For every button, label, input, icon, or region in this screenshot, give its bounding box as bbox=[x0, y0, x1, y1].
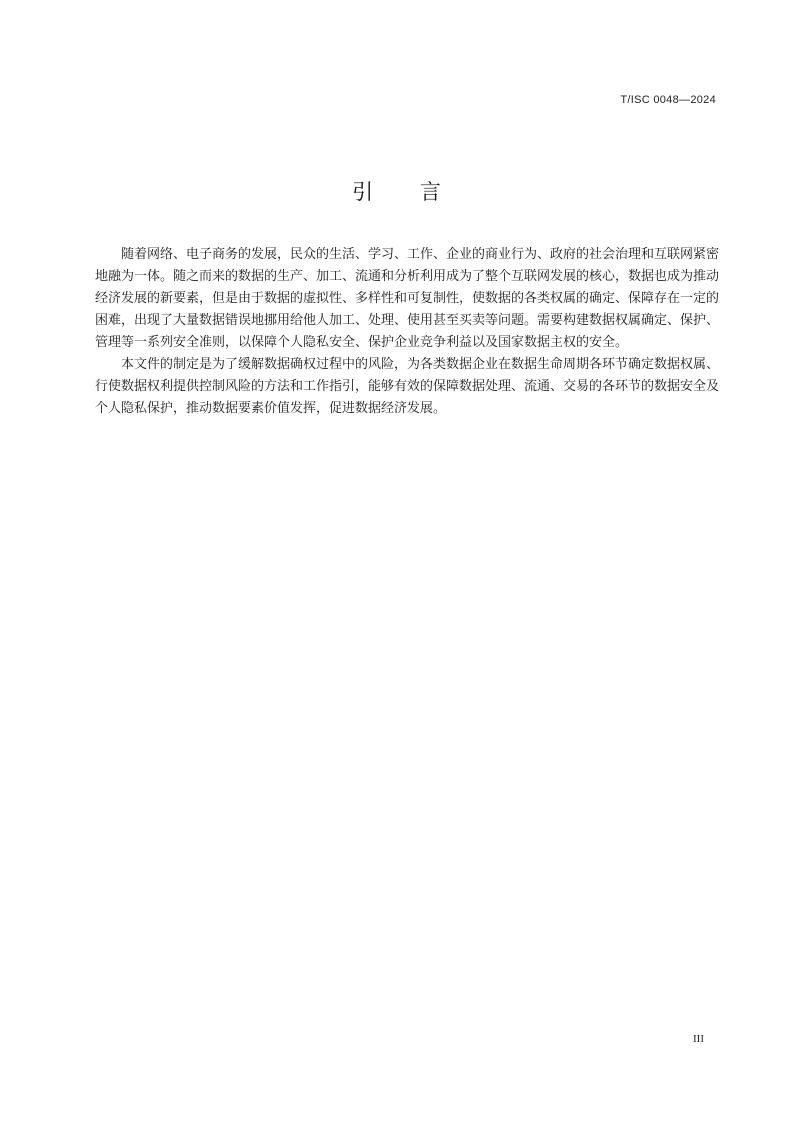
section-title: 引 言 bbox=[352, 180, 461, 204]
paragraph: 随着网络、电子商务的发展，民众的生活、学习、工作、企业的商业行为、政府的社会治理和互联网紧密地融为一体。随之而来的数据的生产、加工、流通和分析利用成为了整个互联网发展的核心，数据也成为推动经济发展的新要素，但是由于数据的虚拟性、多样性和可复制性，使数据的各类权属的确定、保障存在一定的困难，出现了大量数据错误地挪用给他人加工、处理、使用甚至买卖等问题。需要构建数据权属确定、保护、管理等一系列安全准则，以保障个人隐私安全、保护企业竞争利益以及国家数据主权的安全。 bbox=[95, 247, 720, 350]
page-number: III bbox=[693, 1033, 704, 1045]
paragraph: 本文件的制定是为了缓解数据确权过程中的风险，为各类数据企业在数据生命周期各环节确定数据权属、行使数据权利提供控制风险的方法和工作指引，能够有效的保障数据处理、流通、交易的各环节的数据安全及个人隐私保护，推动数据要素价值发挥，促进数据经济发展。 bbox=[95, 357, 720, 416]
document-code: T/ISC 0048—2024 bbox=[620, 94, 716, 106]
body-text bbox=[95, 244, 719, 420]
